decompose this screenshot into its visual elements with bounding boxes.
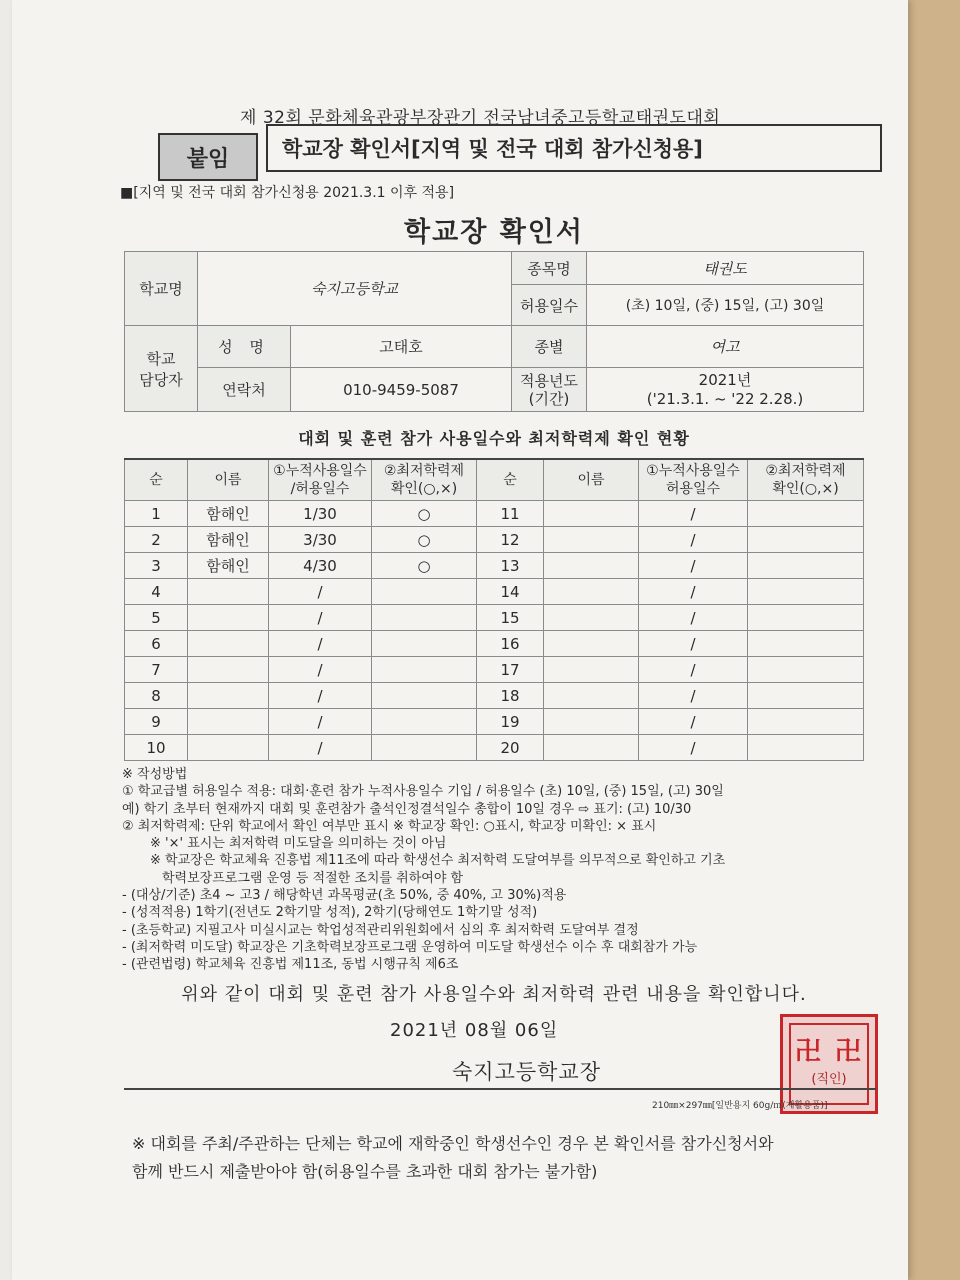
cell-no: 10 (125, 735, 188, 761)
instruction-line: 예) 학기 초부터 현재까지 대회 및 훈련참가 출석인정결석일수 총합이 10일 경우 ⇨ 표기: (고) 10/30 (122, 801, 692, 817)
cell-check (748, 501, 864, 527)
school-label: 학교명 (125, 252, 198, 326)
cell-check (748, 735, 864, 761)
manager-label-line2: 담당자 (139, 370, 183, 389)
cell-name (188, 631, 269, 657)
name-label: 성 명 (198, 326, 291, 368)
cell-check: ○ (372, 527, 477, 553)
category-value: 여고 (587, 326, 864, 368)
table-row (125, 605, 864, 631)
cell-days: / (269, 657, 372, 683)
cell-no: 1 (125, 501, 188, 527)
instruction-line: ※ 학교장은 학교체육 진흥법 제11조에 따라 학생선수 최저학력 도달여부를 의무적으로 확인하고 기초 (150, 853, 726, 869)
header-days-right-line2: 허용일수 (665, 481, 721, 497)
year-label-line1: 적용년도 (520, 371, 578, 390)
manager-label (125, 326, 198, 412)
annex-label: 붙임 (158, 133, 258, 181)
usage-table (124, 458, 864, 761)
document-page (12, 0, 908, 1280)
cell-days: / (269, 735, 372, 761)
instruction-line: 학력보장프로그램 운영 등 적절한 조치를 취하여야 함 (162, 870, 464, 886)
cell-check (748, 579, 864, 605)
cell-check (372, 735, 477, 761)
year-label-line2: (기간) (528, 389, 570, 408)
bottom-divider (124, 1088, 876, 1090)
cell-check (748, 553, 864, 579)
instruction-line: ※ '×' 표시는 최저학력 미도달을 의미하는 것이 아님 (150, 836, 447, 852)
cell-check (372, 657, 477, 683)
cell-days: / (639, 605, 748, 631)
cell-check (372, 631, 477, 657)
document-title: 학교장 확인서[지역 및 전국 대회 참가신청용] (266, 124, 882, 172)
cell-name (188, 657, 269, 683)
header-no-right: 순 (477, 459, 544, 501)
sport-label: 종목명 (512, 252, 587, 285)
year-value-cell (587, 368, 864, 412)
cell-name (544, 735, 639, 761)
cell-no: 8 (125, 683, 188, 709)
table-row (125, 579, 864, 605)
contact-value: 010-9459-5087 (291, 368, 512, 412)
table-row (125, 709, 864, 735)
applies-note: ■[지역 및 전국 대회 참가신청용 2021.3.1 이후 적용] (120, 185, 455, 201)
table-row (125, 735, 864, 761)
header-name-left: 이름 (188, 459, 269, 501)
seal-text: (직인) (811, 1072, 847, 1087)
cell-days: / (639, 709, 748, 735)
cell-days: / (269, 605, 372, 631)
cell-check (748, 657, 864, 683)
allowed-days-label: 허용일수 (512, 285, 587, 326)
cell-no: 6 (125, 631, 188, 657)
cell-days: / (269, 683, 372, 709)
header-grade-left (372, 459, 477, 501)
cell-check (372, 683, 477, 709)
cell-no: 9 (125, 709, 188, 735)
school-info-table (124, 251, 864, 412)
cell-name (188, 735, 269, 761)
event-name: 제 32회 문화체육관광부장관기 전국남녀중고등학교태권도대회 (240, 108, 721, 128)
cell-days: / (639, 657, 748, 683)
year-value: 2021년 (698, 370, 752, 389)
footnote-line-2: 함께 반드시 제출받아야 함(허용일수를 초과한 대회 참가는 불가함) (132, 1162, 598, 1181)
header-no-left: 순 (125, 459, 188, 501)
page-title: 학교장 확인서 (404, 217, 584, 248)
usage-section-title: 대회 및 훈련 참가 사용일수와 최저학력제 확인 현황 (298, 429, 690, 448)
manager-label-line1: 학교 (146, 349, 176, 368)
instruction-line: - (관련법령) 학교체육 진흥법 제11조, 동법 시행규칙 제6조 (122, 957, 459, 973)
cell-no: 20 (477, 735, 544, 761)
header-grade-right (748, 459, 864, 501)
cell-no: 17 (477, 657, 544, 683)
cell-days: 3/30 (269, 527, 372, 553)
cell-days: / (639, 683, 748, 709)
cell-check (748, 605, 864, 631)
cell-check: ○ (372, 553, 477, 579)
cell-name (544, 605, 639, 631)
instruction-line: - (초등학교) 지필고사 미실시교는 학업성적관리위원회에서 심의 후 최저학력 도달여부 결정 (122, 922, 639, 938)
name-value: 고태호 (291, 326, 512, 368)
cell-days: / (269, 579, 372, 605)
cell-name (544, 657, 639, 683)
cell-days: / (639, 527, 748, 553)
allowed-days-value: (초) 10일, (중) 15일, (고) 30일 (587, 285, 864, 326)
header-grade-right-line1: ②최저학력제 (765, 463, 846, 479)
paper-size-note: 210㎜×297㎜[일반용지 60g/㎡(재활용품)] (652, 1101, 828, 1111)
cell-no: 4 (125, 579, 188, 605)
cell-days: / (639, 579, 748, 605)
school-value: 숙지고등학교 (198, 252, 512, 326)
issue-date: 2021년 08월 06일 (390, 1020, 559, 1041)
cell-days: / (639, 631, 748, 657)
cell-name (544, 527, 639, 553)
header-grade-left-line2: 확인(○,×) (390, 481, 458, 497)
cell-no: 15 (477, 605, 544, 631)
cell-no: 7 (125, 657, 188, 683)
cell-check (748, 631, 864, 657)
cell-name: 함해인 (188, 527, 269, 553)
table-row (125, 501, 864, 527)
table-row (125, 657, 864, 683)
cell-no: 18 (477, 683, 544, 709)
cell-days: / (639, 735, 748, 761)
cell-check: ○ (372, 501, 477, 527)
cell-no: 14 (477, 579, 544, 605)
header-days-left-line2: /허용일수 (290, 481, 350, 497)
cell-no: 11 (477, 501, 544, 527)
instruction-line: ① 학교급별 허용일수 적용: 대회·훈련 참가 누적사용일수 기입 / 허용일수 (초) 10일, (중) 15일, (고) 30일 (122, 784, 724, 800)
cell-name (188, 605, 269, 631)
instruction-line: ② 최저학력제: 단위 학교에서 확인 여부만 표시 ※ 학교장 확인: ○표시, 학교장 미확인: × 표시 (122, 818, 657, 834)
cell-name (544, 709, 639, 735)
sport-value: 태권도 (587, 252, 864, 285)
period-value: ('21.3.1. ~ '22 2.28.) (646, 389, 804, 408)
header-days-left-line1: ①누적사용일수 (273, 463, 367, 479)
header-name-right: 이름 (544, 459, 639, 501)
cell-no: 16 (477, 631, 544, 657)
cell-no: 19 (477, 709, 544, 735)
principal-signature: 숙지고등학교장 (452, 1060, 602, 1084)
instruction-line: - (대상/기준) 초4 ~ 고3 / 해당학년 과목평균(초 50%, 중 40%, 고 30%)적용 (122, 888, 567, 904)
cell-check (748, 709, 864, 735)
cell-days: 1/30 (269, 501, 372, 527)
cell-check (372, 579, 477, 605)
cell-name (188, 683, 269, 709)
header-days-right (639, 459, 748, 501)
cell-days: 4/30 (269, 553, 372, 579)
cell-days: / (639, 553, 748, 579)
header-days-right-line1: ①누적사용일수 (646, 463, 740, 479)
year-label (512, 368, 587, 412)
table-row (125, 553, 864, 579)
header-days-left (269, 459, 372, 501)
cell-check (748, 527, 864, 553)
table-row (125, 527, 864, 553)
cell-no: 13 (477, 553, 544, 579)
cell-days: / (269, 709, 372, 735)
cell-days: / (269, 631, 372, 657)
submission-footnote (132, 1130, 872, 1186)
cell-name (544, 631, 639, 657)
cell-days: / (639, 501, 748, 527)
cell-no: 2 (125, 527, 188, 553)
cell-check (372, 605, 477, 631)
cell-no: 3 (125, 553, 188, 579)
seal-glyph: 卍 (835, 1037, 862, 1067)
cell-name: 함해인 (188, 501, 269, 527)
cell-name (188, 709, 269, 735)
table-row (125, 683, 864, 709)
instruction-line: ※ 작성방법 (122, 767, 188, 782)
writing-instructions (122, 766, 882, 974)
cell-no: 12 (477, 527, 544, 553)
cell-name (544, 501, 639, 527)
cell-name (188, 579, 269, 605)
instruction-line: - (최저학력 미도달) 학교장은 기초학력보장프로그램 운영하여 미도달 학생선수 이수 후 대회참가 가능 (122, 939, 698, 955)
footnote-line-1: ※ 대회를 주최/주관하는 단체는 학교에 재학중인 학생선수인 경우 본 확인서를 참가신청서와 (132, 1134, 774, 1153)
confirmation-statement: 위와 같이 대회 및 훈련 참가 사용일수와 최저학력 관련 내용을 확인합니다. (181, 984, 807, 1005)
header-grade-right-line2: 확인(○,×) (772, 481, 839, 497)
cell-name (544, 553, 639, 579)
cell-no: 5 (125, 605, 188, 631)
seal-glyph: 卍 (795, 1037, 822, 1067)
cell-check (372, 709, 477, 735)
cell-check (748, 683, 864, 709)
category-label: 종별 (512, 326, 587, 368)
cell-name: 함해인 (188, 553, 269, 579)
contact-label: 연락처 (198, 368, 291, 412)
cell-name (544, 579, 639, 605)
header-grade-left-line1: ②최저학력제 (383, 463, 465, 479)
cell-name (544, 683, 639, 709)
instruction-line: - (성적적용) 1학기(전년도 2학기말 성적), 2학기(당해연도 1학기말 성적) (122, 905, 538, 921)
table-row (125, 631, 864, 657)
